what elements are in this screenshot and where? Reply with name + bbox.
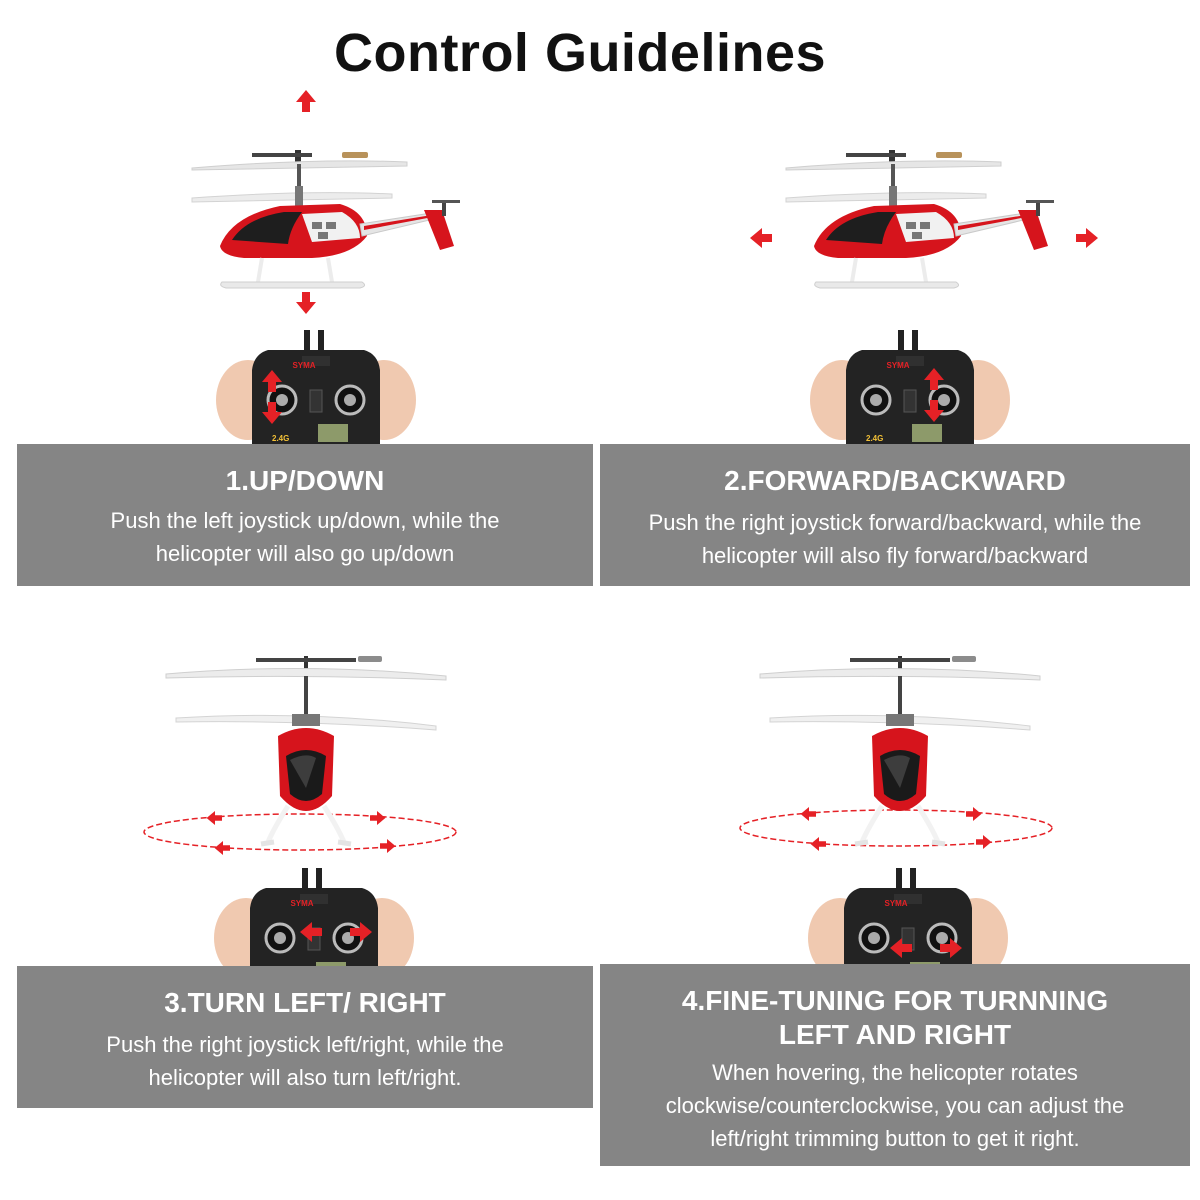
step-3-text: Push the right joystick left/right, while the helicopter will also turn left/right. [106,1032,504,1090]
transmitter-icon [810,330,1010,445]
transmitter-brand: SYMA [290,899,314,908]
transmitter-band: 2.4G [272,434,290,443]
red-arrow-down-icon [296,292,316,314]
page-title: Control Guidelines [333,23,827,83]
transmitter-band: 2.4G [866,434,884,443]
step-1-caption [17,444,593,586]
panel-fine-tuning [600,650,1200,1170]
transmitter-icon [216,330,416,445]
red-arrow-right-icon [1076,228,1098,248]
transmitter-brand: SYMA [884,899,908,908]
red-arrow-left-icon [750,228,772,248]
red-arrow-up-icon [296,90,316,112]
step-4-text: When hovering, the helicopter rotates clockwise/counterclockwise, you can adjust the left/right trimming button to get it right. [665,1060,1125,1151]
step-3-caption [17,966,593,1108]
step-2-caption [600,444,1190,586]
step-3-title: 3.TURN LEFT/ RIGHT [164,987,446,1018]
step-2-text: Push the right joystick forward/backward, while the helicopter will also fly forward/backward [648,510,1142,568]
transmitter-brand: SYMA [292,361,316,370]
panel-forward-backward [600,100,1200,590]
transmitter-brand: SYMA [886,361,910,370]
panel-up-down [0,100,600,590]
step-2-title: 2.FORWARD/BACKWARD [724,465,1066,496]
helicopter-side-icon [786,150,1054,288]
step-1-title: 1.UP/DOWN [225,465,385,496]
rotation-ellipse-icon [740,807,1052,851]
helicopter-front-icon [760,656,1040,844]
step-4-title: 4.FINE-TUNING FOR TURNNING LEFT AND RIGHT [681,985,1109,1050]
helicopter-side-icon [192,150,460,288]
helicopter-front-icon [166,656,446,844]
step-4-caption [600,964,1190,1166]
step-1-text: Push the left joystick up/down, while the helicopter will also go up/down [110,508,500,566]
panel-turn-left-right [0,650,600,1110]
rotation-ellipse-icon [144,811,456,855]
